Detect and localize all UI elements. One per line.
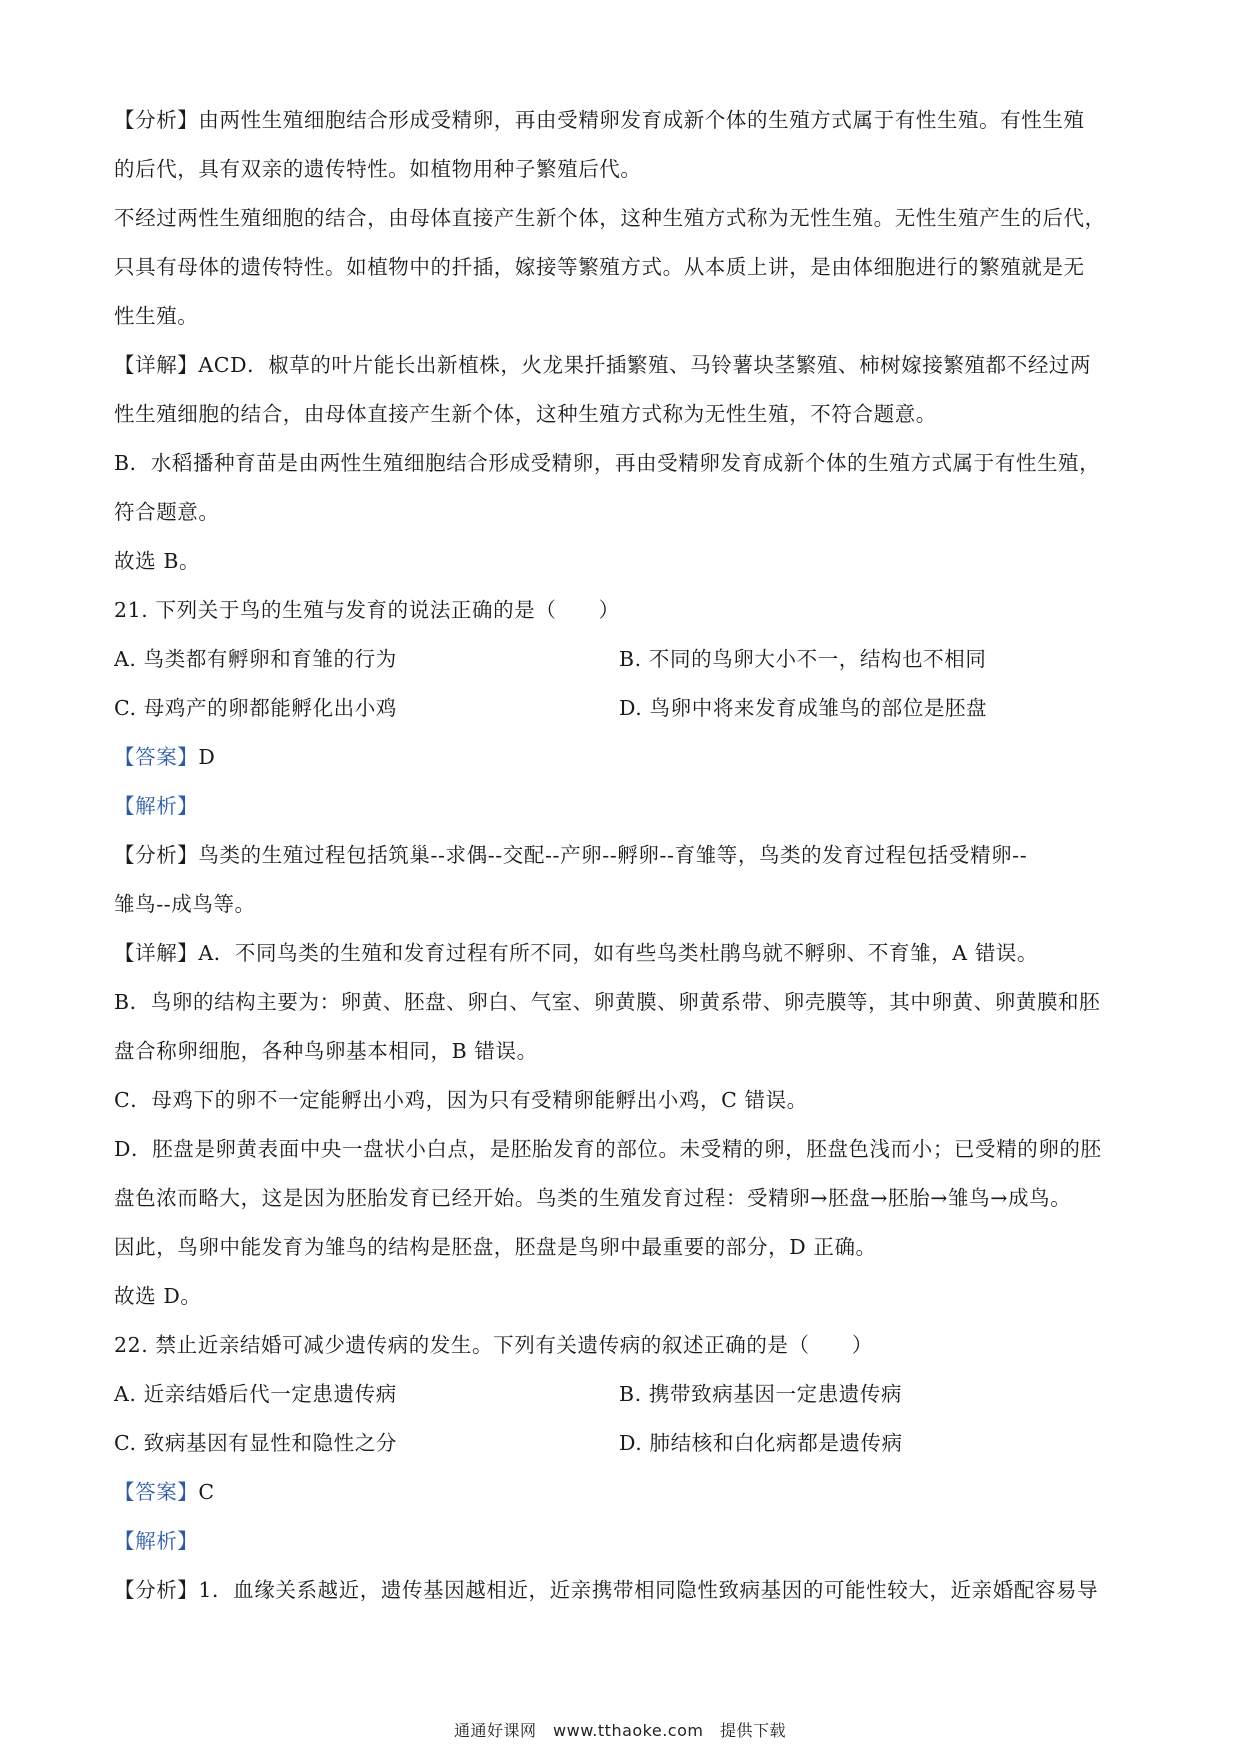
text-line: 性生殖。	[114, 304, 199, 328]
q21-answer: 【答案】D	[114, 745, 216, 769]
text-line: B．水稻播种育苗是由两性生殖细胞结合形成受精卵，再由受精卵发育成新个体的生殖方式属于有性生殖，	[114, 451, 1101, 475]
answer-tag: 【答案】	[114, 1480, 199, 1504]
q21-options-row-2	[114, 684, 1134, 733]
text-line: B．鸟卵的结构主要为：卵黄、胚盘、卵白、气室、卵黄膜、卵黄系带、卵壳膜等，其中卵黄、卵黄膜和胚	[114, 990, 1101, 1014]
q22-options-row-2	[114, 1419, 1134, 1468]
page-footer: 通通好课网 www.tthaoke.com 提供下载	[454, 1721, 786, 1740]
q22-explanation-tag: 【解析】	[114, 1529, 199, 1553]
text-line: 只具有母体的遗传特性。如植物中的扦插，嫁接等繁殖方式。从本质上讲，是由体细胞进行的繁殖就是无	[114, 255, 1085, 279]
conclusion-line: 故选 B。	[114, 549, 201, 573]
answer-tag: 【答案】	[114, 745, 199, 769]
text-line: 盘色浓而略大，这是因为胚胎发育已经开始。鸟类的生殖发育过程：受精卵→胚盘→胚胎→雏鸟→成鸟。	[114, 1186, 1072, 1210]
question-22: 22. 禁止近亲结婚可减少遗传病的发生。下列有关遗传病的叙述正确的是（ ）	[114, 1333, 873, 1357]
detail-tag: 【详解】	[114, 353, 199, 377]
q21-detail: 【详解】A．不同鸟类的生殖和发育过程有所不同，如有些鸟类杜鹃鸟就不孵卵、不育雏，A 错误。	[114, 941, 1039, 965]
detail-tag: 【详解】	[114, 941, 199, 965]
text-line: 雏鸟--成鸟等。	[114, 892, 256, 916]
text-line: 符合题意。	[114, 500, 220, 524]
text-line: C．母鸡下的卵不一定能孵出小鸡，因为只有受精卵能孵出小鸡，C 错误。	[114, 1088, 808, 1112]
text-line: 盘合称卵细胞，各种鸟卵基本相同，B 错误。	[114, 1039, 538, 1063]
q21-analysis: 【分析】鸟类的生殖过程包括筑巢--求偶--交配--产卵--孵卵--育雏等，鸟类的发育过程包括受精卵--	[114, 843, 1028, 867]
detail-line: 【详解】ACD．椒草的叶片能长出新植株，火龙果扦插繁殖、马铃薯块茎繁殖、柿树嫁接繁殖都不经过两	[114, 353, 1092, 377]
conclusion-line: 故选 D。	[114, 1284, 202, 1308]
q22-option-b: B. 携带致病基因一定患遗传病	[619, 1382, 903, 1406]
q21-options-row-1	[114, 635, 1134, 684]
text-line: 性生殖细胞的结合，由母体直接产生新个体，这种生殖方式称为无性生殖，不符合题意。	[114, 402, 937, 426]
q21-option-c: C. 母鸡产的卵都能孵化出小鸡	[114, 696, 397, 720]
q22-option-c: C. 致病基因有显性和隐性之分	[114, 1431, 397, 1455]
text-line: 不经过两性生殖细胞的结合，由母体直接产生新个体，这种生殖方式称为无性生殖。无性生殖产生的后代，	[114, 206, 1106, 230]
analysis-tag: 【分析】	[114, 1578, 199, 1602]
q22-option-d: D. 肺结核和白化病都是遗传病	[619, 1431, 903, 1455]
text-line: 因此，鸟卵中能发育为雏鸟的结构是胚盘，胚盘是鸟卵中最重要的部分，D 正确。	[114, 1235, 877, 1259]
analysis-tag: 【分析】	[114, 843, 199, 867]
q21-explanation-tag: 【解析】	[114, 794, 199, 818]
q22-analysis: 【分析】1．血缘关系越近，遗传基因越相近，近亲携带相同隐性致病基因的可能性较大，近亲婚配容易导	[114, 1578, 1099, 1602]
text-line: D．胚盘是卵黄表面中央一盘状小白点，是胚胎发育的部位。未受精的卵，胚盘色浅而小；已受精的卵的胚	[114, 1137, 1102, 1161]
q22-options-row-1	[114, 1370, 1134, 1419]
document-page	[114, 96, 1134, 1615]
q21-option-b: B. 不同的鸟卵大小不一，结构也不相同	[619, 647, 987, 671]
q22-option-a: A. 近亲结婚后代一定患遗传病	[114, 1382, 397, 1406]
q21-option-d: D. 鸟卵中将来发育成雏鸟的部位是胚盘	[619, 696, 988, 720]
text-line: 的后代，具有双亲的遗传特性。如植物用种子繁殖后代。	[114, 157, 642, 181]
q21-option-a: A. 鸟类都有孵卵和育雏的行为	[114, 647, 397, 671]
question-21: 21. 下列关于鸟的生殖与发育的说法正确的是（ ）	[114, 598, 620, 622]
q22-answer: 【答案】C	[114, 1480, 215, 1504]
analysis-tag: 【分析】	[114, 108, 199, 132]
analysis-line: 【分析】由两性生殖细胞结合形成受精卵，再由受精卵发育成新个体的生殖方式属于有性生殖。有性生殖	[114, 108, 1085, 132]
